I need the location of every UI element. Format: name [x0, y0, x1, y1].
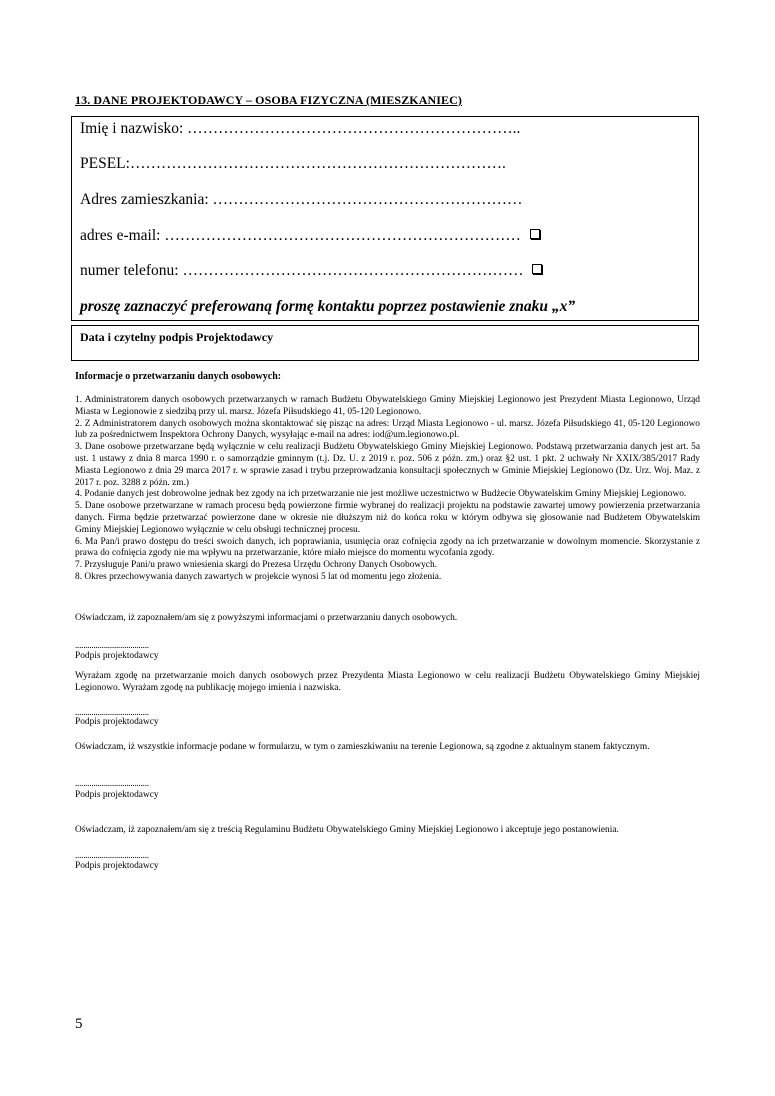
info-item: 6. Ma Pan/i prawo dostępu do treści swoich danych, ich poprawiania, usunięcia oraz cofnięcia zgody na ich przetwarzanie w dowolnym momencie. Skorzystanie z prawa do cofnięcia zgody nie ma wpływu na przetwarzanie, które miało miejsce do momentu wycofania zgody. [75, 536, 700, 559]
signature-line[interactable]: .................................... [75, 850, 149, 860]
signature-line[interactable]: .................................... [75, 707, 149, 717]
info-item: 5. Dane osobowe przetwarzane w ramach procesu będą powierzone firmie wybranej do realizacji projektu na podstawie zawartej umowy powierzenia przetwarzania danych. Firma będzie przetwarzać powierzone dane w okresie nie dłuższym niż do końca roku w którym odbywa się głosowanie nad Budżetem Obywatelskim Gminy Miejskiej Legionowo wyłącznie w celu obsługi technicznej procesu. [75, 501, 700, 535]
info-title: Informacje o przetwarzaniu danych osobowych: [75, 371, 282, 382]
info-item: 2. Z Administratorem danych osobowych można skontaktować się pisząc na adres: Urząd Miasta Legionowo - ul. marsz. Józefa Piłsudskiego 41, 05-120 Legionowo lub za pośrednictwem Inspektora Ochrony Danych, wysyłając e-mail na adres: iod@um.legionowo.pl. [75, 418, 700, 441]
pesel-field-label: PESEL:………………………………………………………………. [80, 155, 506, 172]
email-field[interactable] [80, 227, 540, 245]
address-field-label: Adres zamieszkania: …………………………………………………… [80, 191, 523, 208]
signature-label: Podpis projektodawcy [75, 790, 159, 800]
page-number: 5 [75, 1016, 83, 1032]
phone-checkbox[interactable] [532, 264, 542, 274]
signature-label: Podpis projektodawcy [75, 717, 159, 727]
info-item: 1. Administratorem danych osobowych przetwarzanych w ramach Budżetu Obywatelskiego Gminy Miejskiej Legionowo jest Prezydent Miasta Legionowo, Urząd Miasta w Legionowie z siedzibą przy ul. marsz. Józefa Piłsudskiego 41, 05-120 Legionowo. [75, 395, 700, 417]
email-field-label: adres e-mail: …………………………………………………………… [80, 227, 521, 244]
signature-box-label: Data i czytelny podpis Projektodawcy [80, 330, 274, 344]
info-item: 3. Dane osobowe przetwarzane będą wyłącznie w celu realizacji Budżetu Obywatelskiego Gminy Miejskiej Legionowo. Podstawą przetwarzania danych jest art. 5a ust. 1 ustawy z dnia 8 marca 1990 r. o samorządzie gminnym (t.j. Dz. U. z 2019 r. poz. 506 z późn. zm.) oraz §2 ust. 1 pkt. 2 uchwały Nr XXIX/385/2017 Rady Miasta Legionowo z dnia 29 marca 2017 r. w sprawie zasad i trybu przeprowadzania konsultacji społecznych w Gminie Miejskiej Legionowo (Dz. Urz. Woj. Maz. z 2017 r. poz. 3288 z późn. zm.) [75, 442, 700, 488]
contact-preference-note: proszę zaznaczyć preferowaną formę kontaktu poprzez postawienie znaku „x” [80, 298, 576, 315]
signature-label: Podpis projektodawcy [75, 651, 159, 661]
name-field-label: Imię i nazwisko: ……………………………………………………….. [80, 120, 521, 137]
declaration-text [75, 613, 700, 625]
declaration-text [75, 671, 700, 695]
declaration-paragraph: Oświadczam, iż zapoznałem/am się z powyższymi informacjami o przetwarzaniu danych osobowych. [75, 613, 458, 623]
declaration-text [75, 742, 700, 754]
signature-line[interactable]: .................................... [75, 640, 149, 650]
signature-line[interactable]: .................................... [75, 778, 149, 788]
declaration-paragraph: Oświadczam, iż zapoznałem/am się z treścią Regulaminu Budżetu Obywatelskiego Gminy Miejskiej Legionowo i akceptuje jego postanowienia. [75, 825, 619, 835]
declaration-paragraph: Oświadczam, iż wszystkie informacje podane w formularzu, w tym o zamieszkiwaniu na terenie Legionowa, są zgodne z aktualnym stanem faktycznym. [75, 742, 650, 752]
signature-box[interactable] [71, 325, 699, 361]
phone-field-label: numer telefonu: ………………………………………………………… [80, 262, 524, 279]
signature-label: Podpis projektodawcy [75, 861, 159, 871]
declaration-text [75, 825, 700, 837]
info-item: 7. Przysługuje Pani/u prawo wniesienia skargi do Prezesa Urzędu Ochrony Danych Osobowych. [75, 560, 437, 571]
pesel-field[interactable] [80, 155, 506, 173]
info-list [75, 395, 700, 584]
address-field[interactable] [80, 191, 523, 209]
info-item: 8. Okres przechowywania danych zawartych w projekcie wynosi 5 lat od momentu jego złożenia. [75, 571, 442, 582]
phone-field[interactable] [80, 262, 542, 280]
applicant-data-box [71, 116, 699, 321]
info-item: 4. Podanie danych jest dobrowolne jednak bez zgody na ich przetwarzanie nie jest możliwe uczestnictwo w Budżecie Obywatelskim Gminy Miejskiej Legionowo. [75, 489, 687, 500]
name-field[interactable] [80, 120, 520, 138]
section-title: 13. DANE PROJEKTODAWCY – OSOBA FIZYCZNA (MIESZKANIEC) [75, 93, 463, 107]
email-checkbox[interactable] [530, 229, 540, 239]
declaration-paragraph: Wyrażam zgodę na przetwarzanie moich danych osobowych przez Prezydenta Miasta Legionowo w celu realizacji Budżetu Obywatelskiego Gminy Miejskiej Legionowo. Wyrażam zgodę na publikację mojego imienia i nazwiska. [75, 671, 700, 693]
